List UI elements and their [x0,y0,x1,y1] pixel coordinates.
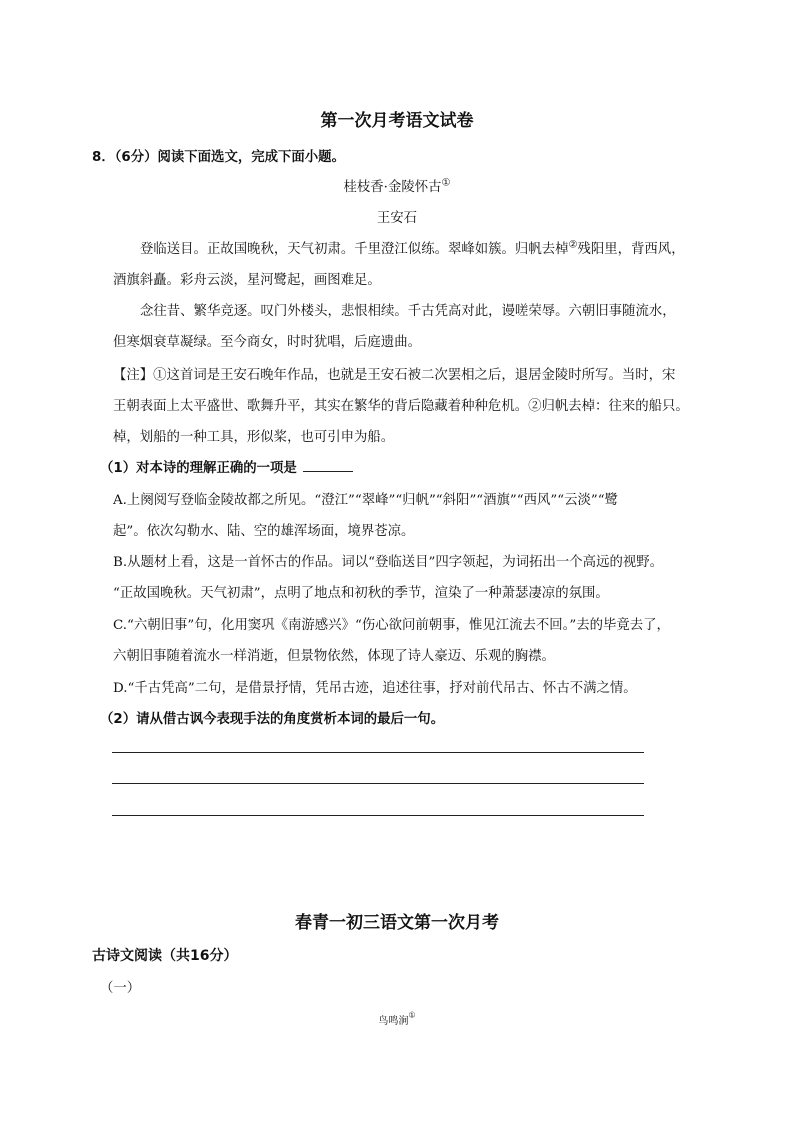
page-title: 第一次月考语文试卷 [320,111,474,131]
option-b[interactable]: B.从题材上看，这是一首怀古的作品。词以“登临送目”四字领起，为词拓出一个高远的视野。 [113,555,664,570]
question-1-label [100,457,353,476]
poem-2-title [0,1009,794,1028]
option-a[interactable]: A.上阕阅写登临金陵故都之所见。“澄江”“翠峰”“归帆”“斜阳”“酒旗”“西风”“云淡”“鹭 [113,493,618,508]
poem-line-text: 残阳里，背西风， [577,242,685,257]
footnote-marker: ① [441,177,451,189]
poem-line [140,238,685,257]
poem-line: 念往昔、繁华竞逐。叹门外楼头，悲恨相续。千古凭高对此，谩嗟荣辱。六朝旧事随流水， [140,304,676,319]
answer-line[interactable] [112,815,644,816]
footnote-marker: ① [408,1010,416,1020]
footnote-marker: ② [568,239,578,251]
note-line: 王朝表面上太平盛世、歌舞升平，其实在繁华的背后隐藏着种种危机。②归帆去棹：往来的船只。 [113,399,689,414]
poem-title-text: 桂枝香·金陵怀古 [343,180,442,195]
option-b-cont: “正故国晚秋。天气初肃”，点明了地点和初秋的季节，渲染了一种萧瑟凄凉的氛围。 [113,586,609,601]
section-2-title: 春青一初三语文第一次月考 [295,913,499,933]
answer-line[interactable] [112,783,644,784]
subsection-label: （一） [100,981,141,996]
option-a-cont: 起”。依次勾勒水、陆、空的雄浑场面，境界苍凉。 [113,524,415,539]
note-line: 【注】①这首词是王安石晚年作品，也就是王安石被二次罢相之后，退居金陵时所写。当时，宋 [113,368,676,383]
poem-line: 但寒烟衰草凝绿。至今商女，时时犹唱，后庭遗曲。 [113,335,421,350]
answer-blank[interactable] [303,459,353,472]
poem-line-text: 登临送目。正故国晚秋，天气初肃。千里澄江似练。翠峰如簇。归帆去棹 [140,242,569,257]
option-c-cont: 六朝旧事随着流水一样消逝，但景物依然，体现了诗人豪迈、乐观的胸襟。 [113,649,555,664]
section-2-header: 古诗文阅读（共16分） [92,948,238,964]
answer-line[interactable] [112,752,644,753]
question-2-label: （2）请从借古讽今表现手法的角度赏析本词的最后一句。 [100,712,445,727]
question-header: 8．（6分）阅读下面选文，完成下面小题。 [92,150,345,165]
option-c[interactable]: C.“六朝旧事”句，化用窦巩《南游感兴》“伤心欲问前朝事，惟见江流去不回。”去的毕竟去了， [113,618,670,633]
poem-author: 王安石 [376,211,418,226]
question-1-text: （1）对本诗的理解正确的一项是 [100,461,297,476]
poem-title [0,176,794,195]
option-d[interactable]: D.“千古凭高”二句，是借景抒情，凭吊古迹，追述往事，抒对前代吊古、怀古不满之情。 [113,681,637,696]
poem-2-title-text: 鸟鸣涧 [378,1016,409,1027]
note-line: 棹，划船的一种工具，形似桨，也可引申为船。 [113,430,395,445]
poem-line: 酒旗斜矗。彩舟云淡，星河鹭起，画图难足。 [113,273,381,288]
